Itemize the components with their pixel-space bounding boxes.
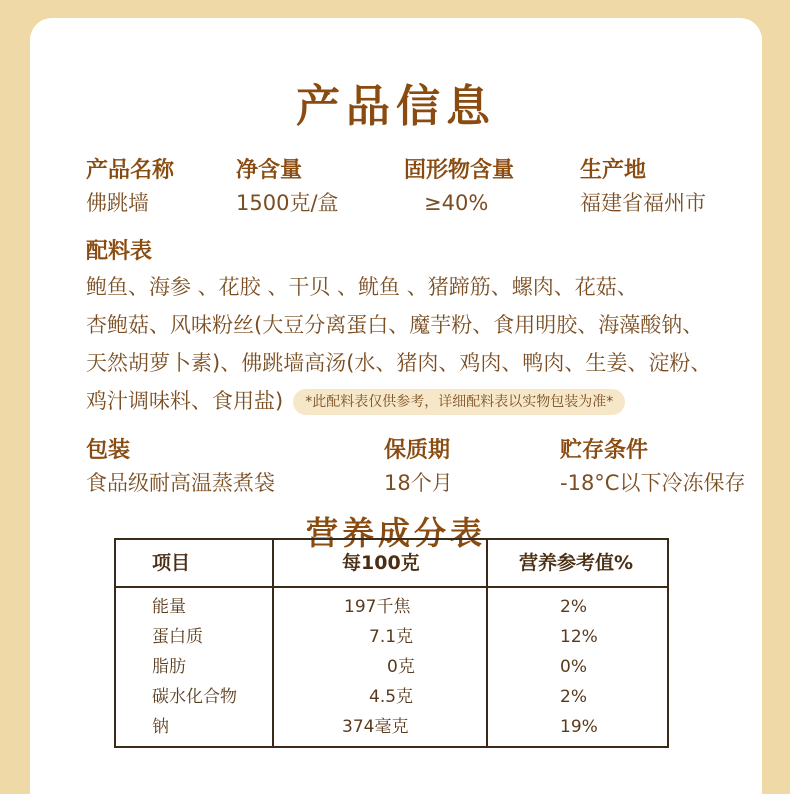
- shelf-life-block: [384, 436, 453, 498]
- header-nrv: 营养参考值%: [519, 552, 634, 574]
- storage-block: [560, 436, 745, 498]
- product-name-value: 佛跳墙: [86, 191, 149, 215]
- page-title: 产品信息: [296, 81, 496, 132]
- package-block: [86, 436, 275, 498]
- net-content-label: 净含量: [236, 158, 303, 183]
- origin-value: 福建省福州市: [580, 191, 706, 215]
- origin-block: [580, 156, 706, 218]
- column-divider: [486, 540, 488, 746]
- ingredients-note: *此配料表仅供参考，详细配料表以实物包装为准*: [293, 389, 625, 415]
- solid-content-value: ≥40%: [424, 191, 489, 215]
- row-nrv: 0%: [560, 657, 587, 677]
- solid-content-label: 固形物含量: [404, 158, 515, 183]
- column-divider: [272, 540, 274, 746]
- header-item: 项目: [152, 552, 191, 574]
- row-name: 蛋白质: [152, 627, 203, 647]
- row-name: 碳水化合物: [152, 687, 237, 707]
- storage-value: -18°C以下冷冻保存: [560, 471, 746, 495]
- package-label: 包装: [86, 438, 131, 463]
- ingredients-label: 配料表: [86, 239, 153, 264]
- row-nrv: 2%: [560, 597, 587, 617]
- shelf-life-label: 保质期: [384, 438, 451, 463]
- row-name: 钠: [152, 717, 169, 737]
- product-name-label: 产品名称: [86, 158, 175, 183]
- shelf-life-value: 18个月: [384, 471, 453, 495]
- header-per-100g: 每100克: [342, 552, 420, 574]
- ingredients-line: 天然胡萝卜素)、佛跳墙高汤(水、猪肉、鸡肉、鸭肉、生姜、淀粉、: [86, 351, 712, 375]
- net-content-value: 1500克/盒: [236, 191, 339, 215]
- solid-content-block: [404, 156, 514, 218]
- origin-label: 生产地: [580, 158, 647, 183]
- package-value: 食品级耐高温蒸煮袋: [86, 471, 275, 495]
- net-content-block: [236, 156, 339, 218]
- row-name: 脂肪: [152, 657, 186, 677]
- ingredients-line: 杏鲍菇、风味粉丝(大豆分离蛋白、魔芋粉、食用明胶、海藻酸钠、: [86, 313, 704, 337]
- row-nrv: 19%: [560, 717, 598, 737]
- row-value: 4.5克: [369, 687, 414, 707]
- product-name-block: [86, 156, 174, 218]
- storage-label: 贮存条件: [560, 438, 649, 463]
- nutrition-title: 营养成分表: [305, 514, 486, 552]
- row-value: 0克: [387, 657, 415, 677]
- row-value: 374毫克: [342, 717, 409, 737]
- ingredients-line: 鲍鱼、海参 、花胶 、干贝 、鱿鱼 、猪蹄筋、螺肉、花菇、: [86, 275, 638, 299]
- ingredients-line: 鸡汁调味料、食用盐): [86, 389, 284, 413]
- ingredients-list: [86, 268, 786, 420]
- nutrition-table-header: [116, 540, 667, 588]
- row-value: 197千焦: [344, 597, 411, 617]
- nutrition-table: [114, 538, 669, 748]
- row-nrv: 12%: [560, 627, 598, 647]
- row-value: 7.1克: [369, 627, 414, 647]
- row-nrv: 2%: [560, 687, 587, 707]
- row-name: 能量: [152, 597, 186, 617]
- ingredients-line-last: [86, 382, 786, 420]
